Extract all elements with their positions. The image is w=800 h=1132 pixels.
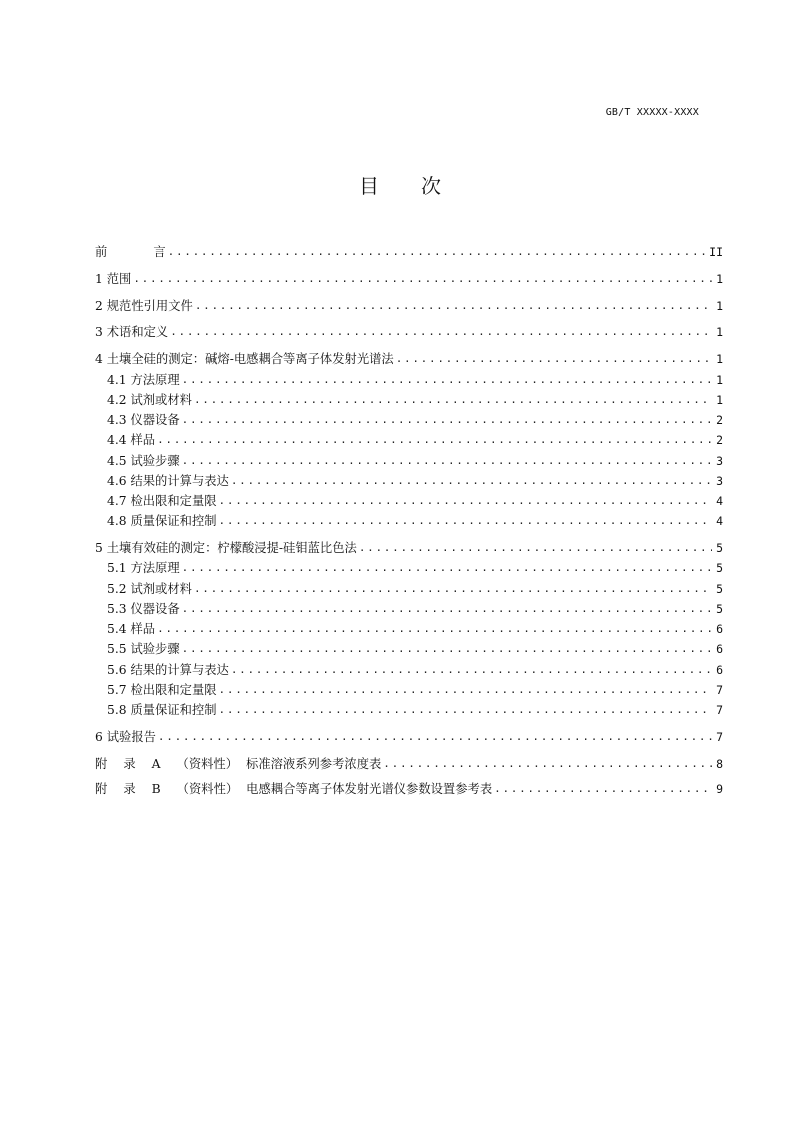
dot-leader (133, 270, 712, 288)
toc-entry-page: 1 (716, 325, 723, 339)
toc-entry-label: 6 试验报告 (95, 730, 156, 744)
toc-entry-label: 4.1 方法原理 (107, 373, 180, 387)
toc-subentry[interactable] (107, 620, 723, 638)
toc-subentry[interactable] (107, 411, 723, 429)
dot-leader (168, 243, 706, 261)
toc-entry-page: 2 (716, 413, 723, 427)
dot-leader (194, 391, 712, 409)
dot-leader (182, 452, 712, 470)
toc-entry-page: 1 (716, 272, 723, 286)
toc-entry-page: 1 (716, 352, 723, 366)
toc-appendix-b[interactable] (95, 780, 723, 798)
toc-entry[interactable] (95, 728, 723, 746)
toc-entry-label: 前 言 (95, 245, 166, 259)
dot-leader (158, 728, 712, 746)
toc-subentry[interactable] (107, 391, 723, 409)
dot-leader (396, 350, 712, 368)
toc-entry-label: 5.6 结果的计算与表达 (107, 663, 229, 677)
toc-subentry[interactable] (107, 580, 723, 598)
dot-leader (359, 539, 712, 557)
toc-entry[interactable] (95, 350, 723, 368)
toc-entry-label: 附 录 B （资料性） 电感耦合等离子体发射光谱仪参数设置参考表 (95, 782, 493, 796)
page-title: 目次 (359, 174, 483, 198)
toc-entry-page: 7 (716, 683, 723, 697)
dot-leader (194, 580, 712, 598)
dot-leader (195, 297, 712, 315)
toc-subentry[interactable] (107, 492, 723, 510)
toc-entry-label: 4.6 结果的计算与表达 (107, 474, 229, 488)
toc-entry-page: 4 (716, 494, 723, 508)
toc-entry-label: 4.3 仪器设备 (107, 413, 180, 427)
toc-entry-label: 4.5 试验步骤 (107, 454, 180, 468)
toc-entry-page: 5 (716, 561, 723, 575)
toc-entry-label: 5.3 仪器设备 (107, 602, 180, 616)
toc-entry-label: 4 土壤全硅的测定：碱熔-电感耦合等离子体发射光谱法 (95, 352, 394, 366)
dot-leader (157, 431, 712, 449)
toc-entry-label: 5.5 试验步骤 (107, 642, 180, 656)
toc-appendix-a[interactable] (95, 755, 723, 773)
toc-entry-label: 4.8 质量保证和控制 (107, 514, 217, 528)
toc-entry-page: 7 (716, 703, 723, 717)
toc-entry-page: 6 (716, 642, 723, 656)
document-code: GB/T XXXXX-XXXX (605, 107, 699, 118)
toc-entry-label: 1 范围 (95, 272, 132, 286)
dot-leader (231, 661, 712, 679)
toc-subentry[interactable] (107, 600, 723, 618)
toc-entry-label: 4.4 样品 (107, 433, 156, 447)
dot-leader (231, 472, 712, 490)
dot-leader (383, 755, 712, 773)
toc-entry-page: 6 (716, 622, 723, 636)
toc-entry-label: 4.7 检出限和定量限 (107, 494, 217, 508)
toc-subentry[interactable] (107, 681, 723, 699)
toc-entry-page: 1 (716, 299, 723, 313)
toc-entry-label: 5.8 质量保证和控制 (107, 703, 217, 717)
toc-entry[interactable] (95, 297, 723, 315)
toc-entry-page: 6 (716, 663, 723, 677)
toc-entry-label: 5.7 检出限和定量限 (107, 683, 217, 697)
toc-entry-page: 2 (716, 433, 723, 447)
toc-subentry[interactable] (107, 431, 723, 449)
toc-subentry[interactable] (107, 640, 723, 658)
dot-leader (219, 681, 713, 699)
toc-entry-page: 5 (716, 582, 723, 596)
toc-entry-page: 5 (716, 602, 723, 616)
toc-entry-page: 8 (716, 757, 723, 771)
toc-entry-page: 7 (716, 730, 723, 744)
toc-subentry[interactable] (107, 559, 723, 577)
toc-entry-page: 1 (716, 373, 723, 387)
toc-entry-page: 1 (716, 393, 723, 407)
dot-leader (182, 411, 712, 429)
toc-entry[interactable] (95, 270, 723, 288)
dot-leader (170, 323, 712, 341)
toc-entry-label: 5.4 样品 (107, 622, 156, 636)
toc-entry-label: 5.1 方法原理 (107, 561, 180, 575)
toc-subentry[interactable] (107, 512, 723, 530)
toc-entry-label: 3 术语和定义 (95, 325, 169, 339)
dot-leader (157, 620, 712, 638)
toc-entry-label: 2 规范性引用文件 (95, 299, 193, 313)
toc-entry[interactable] (95, 323, 723, 341)
toc-entry-label: 4.2 试剂或材料 (107, 393, 192, 407)
dot-leader (182, 371, 712, 389)
dot-leader (219, 701, 713, 719)
toc-entry-label: 5.2 试剂或材料 (107, 582, 192, 596)
dot-leader (219, 512, 713, 530)
dot-leader (182, 640, 712, 658)
toc-entry-page: 5 (716, 541, 723, 555)
toc-subentry[interactable] (107, 701, 723, 719)
toc-entry-page: 3 (716, 454, 723, 468)
toc-entry-label: 附 录 A （资料性） 标准溶液系列参考浓度表 (95, 757, 382, 771)
toc-entry-page: 9 (716, 782, 723, 796)
toc-subentry[interactable] (107, 452, 723, 470)
toc-entry-preface[interactable] (95, 243, 723, 261)
toc-entry[interactable] (95, 539, 723, 557)
dot-leader (494, 780, 712, 798)
toc-entry-page: 4 (716, 514, 723, 528)
toc-subentry[interactable] (107, 661, 723, 679)
toc-entry-label: 5 土壤有效硅的测定：柠檬酸浸提-硅钼蓝比色法 (95, 541, 357, 555)
toc-entry-page: II (709, 245, 723, 259)
toc-subentry[interactable] (107, 371, 723, 389)
dot-leader (219, 492, 713, 510)
toc-entry-page: 3 (716, 474, 723, 488)
dot-leader (182, 600, 712, 618)
toc-subentry[interactable] (107, 472, 723, 490)
dot-leader (182, 559, 712, 577)
